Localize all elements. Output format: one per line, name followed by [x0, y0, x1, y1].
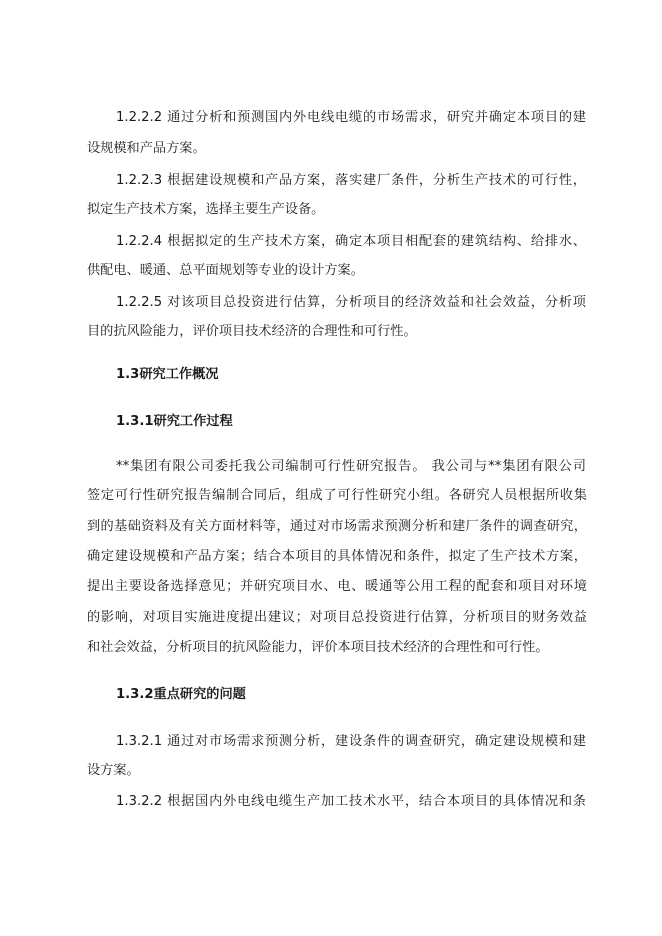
- paragraph-1-3-1-line-2: 签定可行性研究报告编制合同后，组成了可行性研究小组。各研究人员根据所收集: [87, 488, 587, 503]
- section-heading-1-3-2: 1.3.2重点研究的问题: [116, 687, 246, 702]
- paragraph-1-3-1-line-7: 和社会效益，分析项目的抗风险能力，评价本项目技术经济的合理性和可行性。: [87, 640, 549, 655]
- paragraph-1-3-2-1-line-1: 1.3.2.1 通过对市场需求预测分析，建设条件的调查研究，确定建设规模和建: [116, 734, 586, 749]
- paragraph-1-3-1-line-3: 到的基础资料及有关方面材料等，通过对市场需求预测分析和建厂条件的调查研究，: [87, 519, 587, 534]
- section-heading-1-3-1: 1.3.1研究工作过程: [116, 414, 233, 429]
- paragraph-1-2-2-3-line-1: 1.2.2.3 根据建设规模和产品方案，落实建厂条件，分析生产技术的可行性，: [116, 173, 586, 188]
- paragraph-1-3-1-line-1: **集团有限公司委托我公司编制可行性研究报告。 我公司与**集团有限公司: [116, 459, 586, 474]
- paragraph-1-3-1-line-4: 确定建设规模和产品方案；结合本项目的具体情况和条件，拟定了生产技术方案，: [87, 549, 587, 564]
- paragraph-1-2-2-4-line-1: 1.2.2.4 根据拟定的生产技术方案，确定本项目相配套的建筑结构、给排水、: [116, 234, 586, 249]
- paragraph-1-3-1-line-5: 提出主要设备选择意见；并研究项目水、电、暖通等公用工程的配套和项目对环境: [87, 579, 587, 594]
- paragraph-1-3-2-2-line-1: 1.3.2.2 根据国内外电线电缆生产加工技术水平，结合本项目的具体情况和条: [116, 794, 586, 809]
- paragraph-1-3-1-line-6: 的影响，对项目实施进度提出建议；对项目总投资进行估算，分析项目的财务效益: [87, 610, 587, 625]
- paragraph-1-2-2-5-line-2: 目的抗风险能力，评价项目技术经济的合理性和可行性。: [87, 324, 417, 339]
- paragraph-1-2-2-5-line-1: 1.2.2.5 对该项目总投资进行估算，分析项目的经济效益和社会效益，分析项: [116, 295, 586, 310]
- paragraph-1-3-2-1-line-2: 设方案。: [87, 763, 140, 778]
- paragraph-1-2-2-4-line-2: 供配电、暖通、总平面规划等专业的设计方案。: [87, 263, 364, 278]
- paragraph-1-2-2-2-line-1: 1.2.2.2 通过分析和预测国内外电线电缆的市场需求，研究并确定本项目的建: [116, 110, 586, 125]
- paragraph-1-2-2-2-line-2: 设规模和产品方案。: [87, 141, 206, 156]
- paragraph-1-2-2-3-line-2: 拟定生产技术方案，选择主要生产设备。: [87, 202, 325, 217]
- section-heading-1-3: 1.3研究工作概况: [116, 367, 219, 382]
